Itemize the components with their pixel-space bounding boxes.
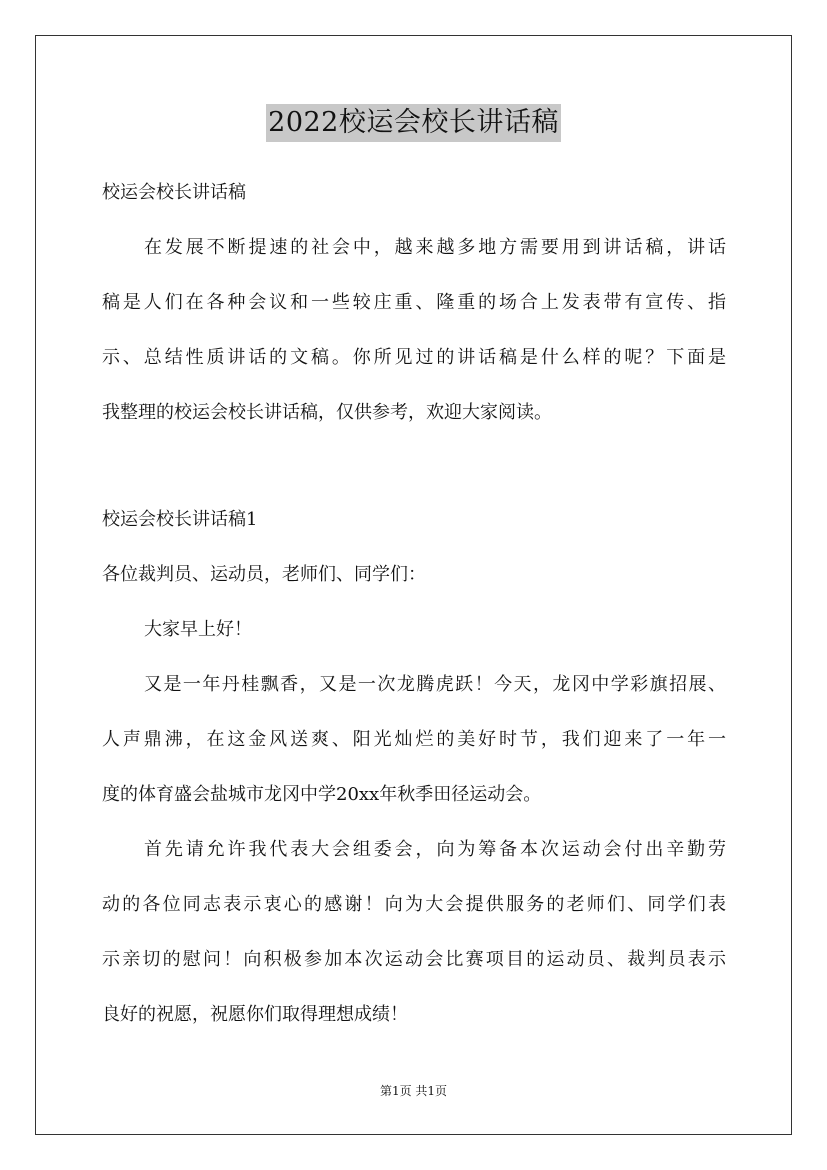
para2-line-3: 示亲切的慰问！向积极参加本次运动会比赛项目的运动员、裁判员表示 [102,949,726,970]
intro-line-3: 示、总结性质讲话的文稿。你所见过的讲话稿是什么样的呢？下面是 [102,347,726,368]
para1-line-2: 人声鼎沸，在这金风送爽、阳光灿烂的美好时节，我们迎来了一年一 [102,729,726,750]
salutation: 各位裁判员、运动员，老师们、同学们： [102,564,426,585]
greeting: 大家早上好！ [144,619,252,640]
para2-line-4: 良好的祝愿，祝愿你们取得理想成绩！ [102,1004,408,1025]
intro-line-2: 稿是人们在各种会议和一些较庄重、隆重的场合上发表带有宣传、指 [102,292,726,313]
document-heading: 校运会校长讲话稿 [102,182,246,203]
document-title: 2022校运会校长讲话稿 [266,104,561,142]
page-number: 第1页 共1页 [379,1084,448,1098]
para2-line-2: 动的各位同志表示衷心的感谢！向为大会提供服务的老师们、同学们表 [102,894,726,915]
title-container [0,104,827,142]
section-title: 校运会校长讲话稿1 [102,509,258,530]
para2-line-1: 首先请允许我代表大会组委会，向为筹备本次运动会付出辛勤劳 [144,839,726,860]
intro-line-4: 我整理的校运会校长讲话稿，仅供参考，欢迎大家阅读。 [102,402,552,423]
para1-line-3: 度的体育盛会盐城市龙冈中学20xx年秋季田径运动会。 [102,784,542,805]
para1-line-1: 又是一年丹桂飘香，又是一次龙腾虎跃！今天，龙冈中学彩旗招展、 [144,674,726,695]
intro-line-1: 在发展不断提速的社会中，越来越多地方需要用到讲话稿，讲话 [144,237,726,258]
